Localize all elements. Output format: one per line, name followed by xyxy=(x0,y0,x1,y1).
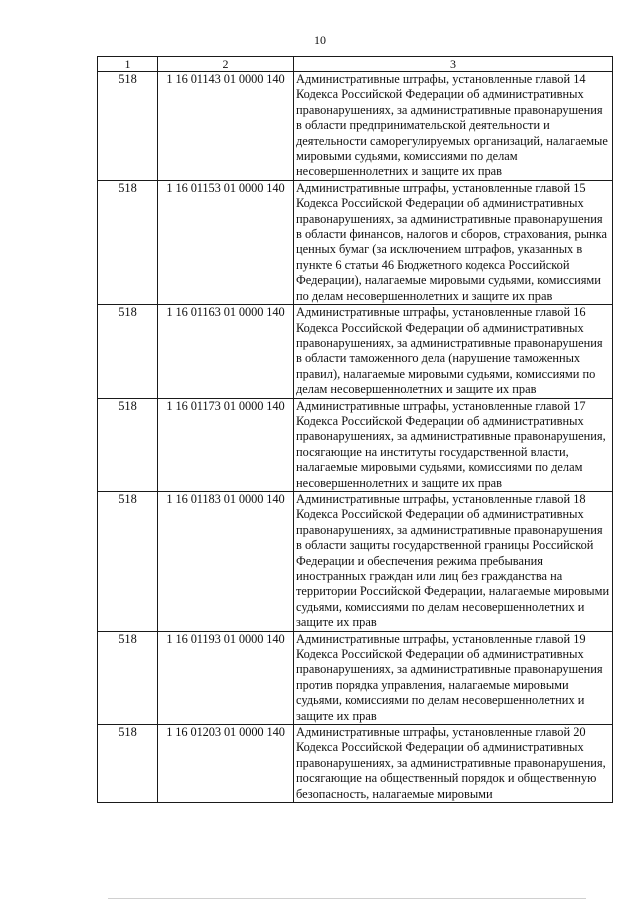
budget-code-cell: 1 16 01193 01 0000 140 xyxy=(158,631,294,724)
admin-code-cell: 518 xyxy=(98,180,158,304)
column-header-3: 3 xyxy=(294,57,613,72)
admin-code-cell: 518 xyxy=(98,305,158,398)
budget-code-cell: 1 16 01163 01 0000 140 xyxy=(158,305,294,398)
budget-code-cell: 1 16 01153 01 0000 140 xyxy=(158,180,294,304)
table-row xyxy=(98,631,613,724)
description-cell: Административные штрафы, установленные главой 14 Кодекса Российской Федерации об административных правонарушениях, за административные правонарушения в области предпринимательской деятельности и деятельности саморегулируемых организаций, налагаемые мировыми судьями, комиссиями по делам несовершеннолетних и защите их прав xyxy=(294,72,613,181)
admin-code-cell: 518 xyxy=(98,72,158,181)
budget-code-cell: 1 16 01173 01 0000 140 xyxy=(158,398,294,491)
description-cell: Административные штрафы, установленные главой 16 Кодекса Российской Федерации об административных правонарушениях, за административные правонарушения в области таможенного дела (нарушение таможенных правил), налагаемые мировыми судьями, комиссиями по делам несовершеннолетних и защите их прав xyxy=(294,305,613,398)
page-number: 10 xyxy=(314,33,326,47)
description-cell: Административные штрафы, установленные главой 20 Кодекса Российской Федерации об административных правонарушениях, за административные правонарушения, посягающие на общественный порядок и общественную безопасность, налагаемые мировыми xyxy=(294,725,613,803)
table-row xyxy=(98,725,613,803)
budget-code-cell: 1 16 01203 01 0000 140 xyxy=(158,725,294,803)
column-header-1: 1 xyxy=(98,57,158,72)
admin-code-cell: 518 xyxy=(98,491,158,631)
table-row xyxy=(98,398,613,491)
budget-code-cell: 1 16 01183 01 0000 140 xyxy=(158,491,294,631)
table-row xyxy=(98,305,613,398)
description-cell: Административные штрафы, установленные главой 15 Кодекса Российской Федерации об административных правонарушениях, за административные правонарушения в области финансов, налогов и сборов, страхования, рынка ценных бумаг (за исключением штрафов, указанных в пункте 6 статьи 46 Бюджетного кодекса Российской Федерации), налагаемые мировыми судьями, комиссиями по делам несовершеннолетних и защите их прав xyxy=(294,180,613,304)
table-row xyxy=(98,491,613,631)
budget-codes-table xyxy=(97,56,613,803)
admin-code-cell: 518 xyxy=(98,725,158,803)
table-row xyxy=(98,180,613,304)
admin-code-cell: 518 xyxy=(98,631,158,724)
page-bottom-divider xyxy=(108,898,586,899)
table-header-row xyxy=(98,57,613,72)
description-cell: Административные штрафы, установленные главой 17 Кодекса Российской Федерации об административных правонарушениях, за административные правонарушения, посягающие на институты государственной власти, налагаемые мировыми судьями, комиссиями по делам несовершеннолетних и защите их прав xyxy=(294,398,613,491)
column-header-2: 2 xyxy=(158,57,294,72)
description-cell: Административные штрафы, установленные главой 19 Кодекса Российской Федерации об административных правонарушениях, за административные правонарушения против порядка управления, налагаемые мировыми судьями, комиссиями по делам несовершеннолетних и защите их прав xyxy=(294,631,613,724)
table-row xyxy=(98,72,613,181)
budget-code-cell: 1 16 01143 01 0000 140 xyxy=(158,72,294,181)
admin-code-cell: 518 xyxy=(98,398,158,491)
description-cell: Административные штрафы, установленные главой 18 Кодекса Российской Федерации об административных правонарушениях, за административные правонарушения в области защиты государственной границы Российской Федерации и обеспечения режима пребывания иностранных граждан или лиц без гражданства на территории Российской Федерации, налагаемые мировыми судьями, комиссиями по делам несовершеннолетних и защите их прав xyxy=(294,491,613,631)
